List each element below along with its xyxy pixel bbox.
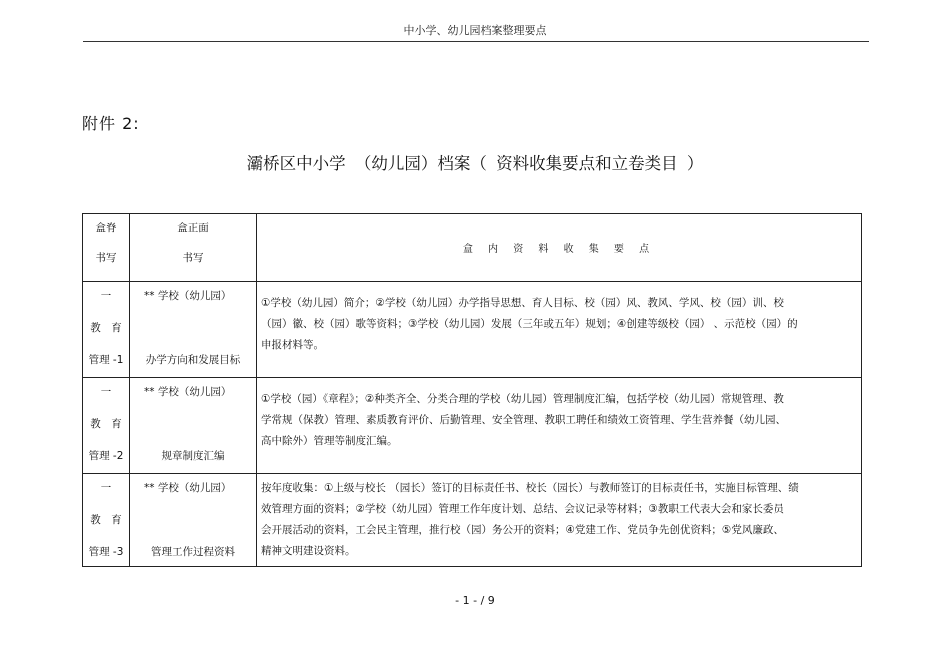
running-header: 中小学、幼儿园档案整理要点 — [403, 24, 547, 37]
spine-top: 一 — [100, 482, 112, 494]
spine-cell — [83, 474, 130, 567]
table-row — [83, 474, 862, 567]
content-line: 申报材料等。 — [261, 339, 324, 351]
front-bottom: 规章制度汇编 — [161, 450, 225, 462]
table-row — [83, 282, 862, 378]
header-front-line2: 书写 — [182, 252, 204, 264]
spine-bottom: 管理 -2 — [88, 450, 124, 462]
header-spine-cell — [83, 214, 130, 282]
spine-mid: 教 育 — [90, 322, 122, 334]
front-cell — [130, 282, 257, 378]
header-content-label: 盒 内 资 料 收 集 要 点 — [462, 244, 656, 255]
content-line: ①学校（幼儿园）简介；②学校（幼儿园）办学指导思想、育人目标、校（园）风、教风、学风、校（园）训、校 — [261, 297, 784, 309]
content-line: 效管理方面的资料；②学校（幼儿园）管理工作年度计划、总结、会议记录等材料；③教职工代表大会和家长委员 — [261, 503, 784, 515]
content-cell — [257, 282, 862, 378]
header-spine-line2: 书写 — [95, 252, 117, 264]
content-line: 按年度收集：①上级与校长 （园长）签订的目标责任书、校长（园长）与教师签订的目标责任书，实施目标管理、绩 — [261, 482, 799, 494]
header-front-cell — [130, 214, 257, 282]
table-row — [83, 378, 862, 474]
front-top: ** 学校（幼儿园） — [144, 386, 232, 398]
archive-table — [82, 213, 862, 567]
header-front-line1: 盒正面 — [177, 222, 209, 234]
document-title: 灞桥区中小学 （幼儿园）档案（ 资料收集要点和立卷类目 ） — [246, 154, 704, 173]
spine-bottom: 管理 -1 — [88, 354, 124, 366]
spine-cell — [83, 282, 130, 378]
spine-top: 一 — [100, 386, 112, 398]
table-header-row — [83, 214, 862, 282]
spine-mid: 教 育 — [90, 514, 122, 526]
front-top: ** 学校（幼儿园） — [144, 482, 232, 494]
content-line: ①学校（园）《章程》；②种类齐全、分类合理的学校（幼儿园）管理制度汇编，包括学校（幼儿园）常规管理、教 — [261, 393, 784, 405]
content-cell — [257, 378, 862, 474]
spine-cell — [83, 378, 130, 474]
content-line: 高中除外）管理等制度汇编。 — [261, 435, 398, 447]
header-content-cell — [257, 214, 862, 282]
content-cell — [257, 474, 862, 567]
spine-top: 一 — [100, 290, 112, 302]
header-rule — [83, 41, 869, 42]
content-line: 精神文明建设资料。 — [261, 545, 356, 557]
header-spine-line1: 盒脊 — [95, 222, 117, 234]
front-cell — [130, 474, 257, 567]
attachment-label: 附件 2: — [82, 114, 140, 133]
front-cell — [130, 378, 257, 474]
page-number: - 1 - / 9 — [455, 594, 495, 607]
front-bottom: 办学方向和发展目标 — [145, 354, 241, 366]
front-top: ** 学校（幼儿园） — [144, 290, 232, 302]
content-line: （园）徽、校（园）歌等资料；③学校（幼儿园）发展（三年或五年）规划；④创建等级校（园） 、示范校（园）的 — [261, 318, 798, 330]
front-bottom: 管理工作过程资料 — [151, 546, 235, 558]
content-line: 学常规（保教）管理、素质教育评价、后勤管理、安全管理、教职工聘任和绩效工资管理、学生营养餐（幼儿园、 — [261, 414, 786, 426]
spine-bottom: 管理 -3 — [88, 546, 124, 558]
spine-mid: 教 育 — [90, 418, 122, 430]
content-line: 会开展活动的资料，工会民主管理，推行校（园）务公开的资料；④党建工作、党员争先创优资料；⑤党风廉政、 — [261, 524, 784, 536]
